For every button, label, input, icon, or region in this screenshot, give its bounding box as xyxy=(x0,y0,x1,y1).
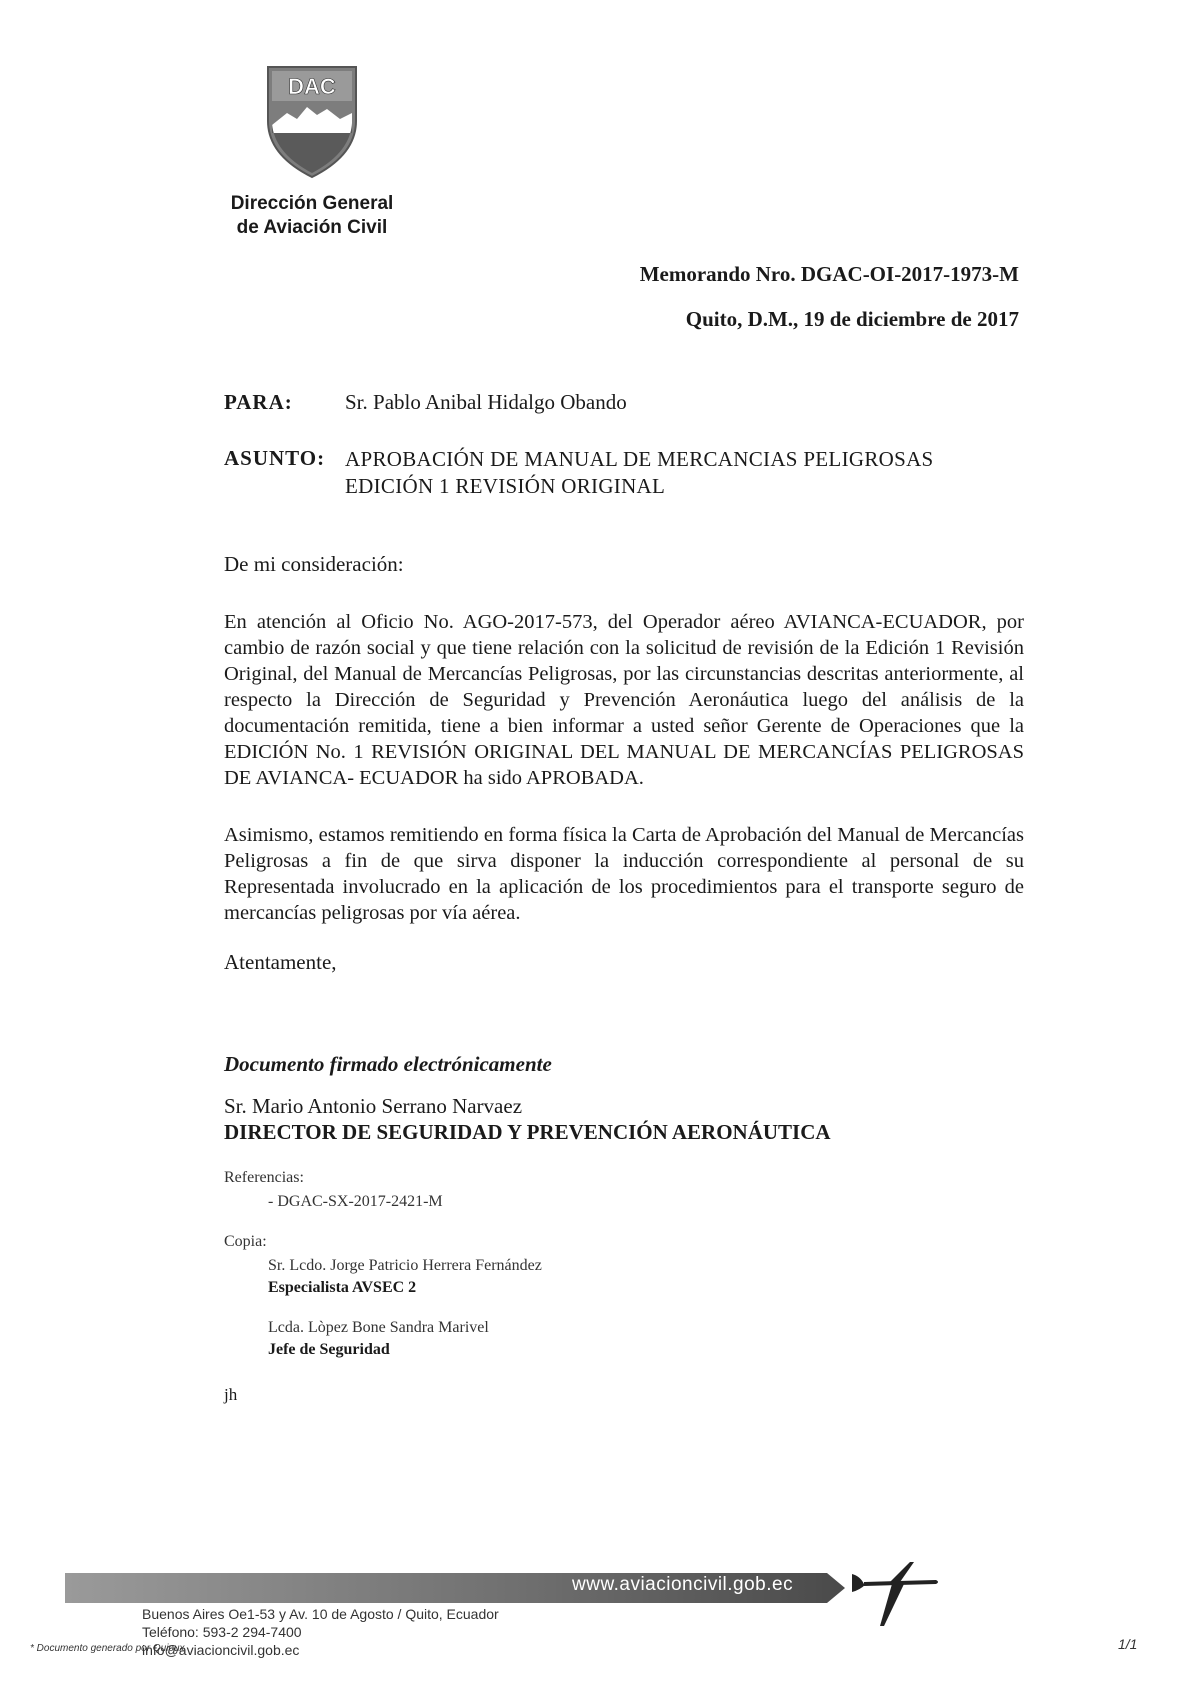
footer-address xyxy=(142,1605,499,1659)
copy-recipient-name: Lcda. Lòpez Bone Sandra Marivel xyxy=(268,1319,489,1336)
asunto-label: ASUNTO: xyxy=(224,446,326,470)
memo-date: Quito, D.M., 19 de diciembre de 2017 xyxy=(685,307,1019,331)
signature-note: Documento firmado electrónicamente xyxy=(224,1052,552,1076)
memo-number: Memorando Nro. DGAC-OI-2017-1973-M xyxy=(639,262,1019,286)
copy-recipient-name: Sr. Lcdo. Jorge Patricio Herrera Fernández xyxy=(268,1257,542,1274)
asunto-line-2: EDICIÓN 1 REVISIÓN ORIGINAL xyxy=(345,474,666,498)
address-line-2: Teléfono: 593-2 294-7400 xyxy=(142,1624,302,1640)
closing: Atentamente, xyxy=(224,950,337,974)
reference-item: - DGAC-SX-2017-2421-M xyxy=(268,1193,443,1210)
org-line-2: de Aviación Civil xyxy=(236,217,388,238)
signer-name: Sr. Mario Antonio Serrano Narvaez xyxy=(224,1094,523,1118)
address-line-1: Buenos Aires Oe1-53 y Av. 10 de Agosto / Quito, Ecuador xyxy=(142,1606,499,1622)
typist-initials: jh xyxy=(224,1385,238,1404)
copy-recipient-role: Especialista AVSEC 2 xyxy=(268,1279,417,1296)
body-paragraph-2: Asimismo, estamos remitiendo en forma física la Carta de Aprobación del Manual de Mercancías Peligrosas a fin de que sirva disponer la inducción correspondiente al personal de su Representada involucrado en la aplicación de los procedimientos para el transporte seguro de mercancías peligrosas por vía aérea. xyxy=(224,824,1024,924)
org-line-1: Dirección General xyxy=(230,193,394,214)
para-value: Sr. Pablo Anibal Hidalgo Obando xyxy=(345,390,627,414)
asunto-value xyxy=(345,446,934,500)
references-label: Referencias: xyxy=(224,1169,304,1186)
footer-url[interactable]: www.aviacioncivil.gob.ec xyxy=(572,1574,794,1595)
airplane-icon xyxy=(850,1560,940,1630)
asunto-line-1: APROBACIÓN DE MANUAL DE MERCANCIAS PELIGROSAS xyxy=(345,447,934,471)
copies-label: Copia: xyxy=(224,1233,267,1250)
body-paragraph-1: En atención al Oficio No. AGO-2017-573, del Operador aéreo AVIANCA-ECUADOR, por cambio de razón social y que tiene relación con la solicitud de revisión de la Edición 1 Revisión Original, del Manual de Mercancías Peligrosas, por las circunstancias descritas anteriormente, al respecto la Dirección de Seguridad y Prevención Aeronáutica luego del análisis de la documentación remitida, tiene a bien informar a usted señor Gerente de Operaciones que la EDICIÓN No. 1 REVISIÓN ORIGINAL DEL MANUAL DE MERCANCÍAS PELIGROSAS DE AVIANCA- ECUADOR ha sido APROBADA. xyxy=(224,611,1024,789)
greeting: De mi consideración: xyxy=(224,552,404,576)
dac-logo xyxy=(262,63,362,181)
organization-name xyxy=(222,192,402,240)
para-label: PARA: xyxy=(224,390,293,414)
page-number: 1/1 xyxy=(1118,1636,1138,1652)
signer-title: DIRECTOR DE SEGURIDAD Y PREVENCIÓN AERONÁUTICA xyxy=(224,1120,831,1144)
address-line-3[interactable]: info@aviacioncivil.gob.ec xyxy=(142,1642,300,1658)
generated-note: * Documento generado por Quipux xyxy=(30,1643,185,1654)
copy-recipient-role: Jefe de Seguridad xyxy=(268,1341,390,1358)
logo-text: DAC xyxy=(288,74,336,99)
